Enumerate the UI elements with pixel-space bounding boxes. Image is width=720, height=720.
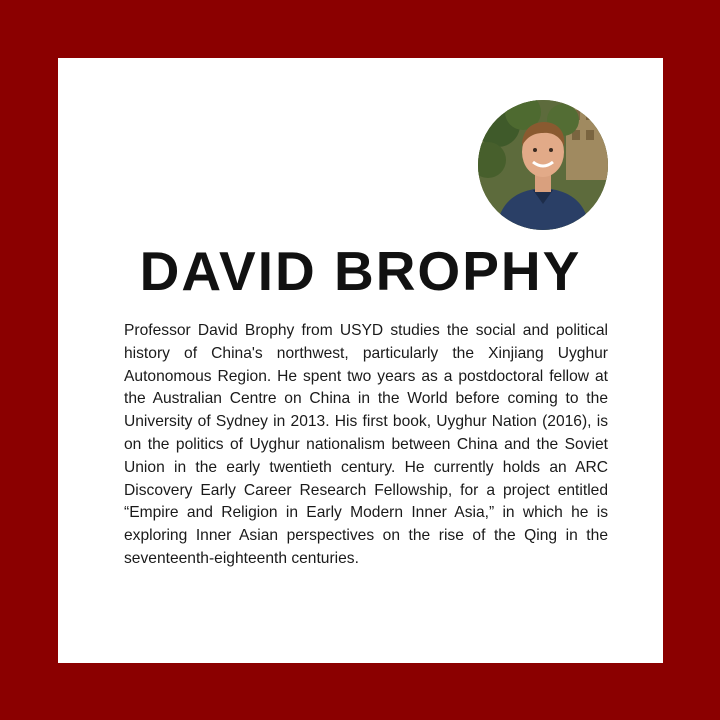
- person-name: DAVID BROPHY: [139, 240, 582, 302]
- profile-card: [58, 58, 663, 663]
- portrait-photo: [478, 100, 608, 230]
- biography-text: Professor David Brophy from USYD studies the social and political history of China's northwest, particularly the Xinjiang Uyghur Autonomous Region. He spent two years as a postdoctoral fellow at the Australian Centre on China in the World before coming to the University of Sydney in 2013. His first book, Uyghur Nation (2016), is on the politics of Uyghur nationalism between China and the Soviet Union in the early twentieth century. He currently holds an ARC Discovery Early Career Research Fellowship, for a project entitled “Empire and Religion in Early Modern Inner Asia,” in which he is exploring Inner Asian perspectives on the rise of the Qing in the seventeenth-eighteenth centuries.: [124, 322, 608, 567]
- portrait-icon: [478, 100, 608, 230]
